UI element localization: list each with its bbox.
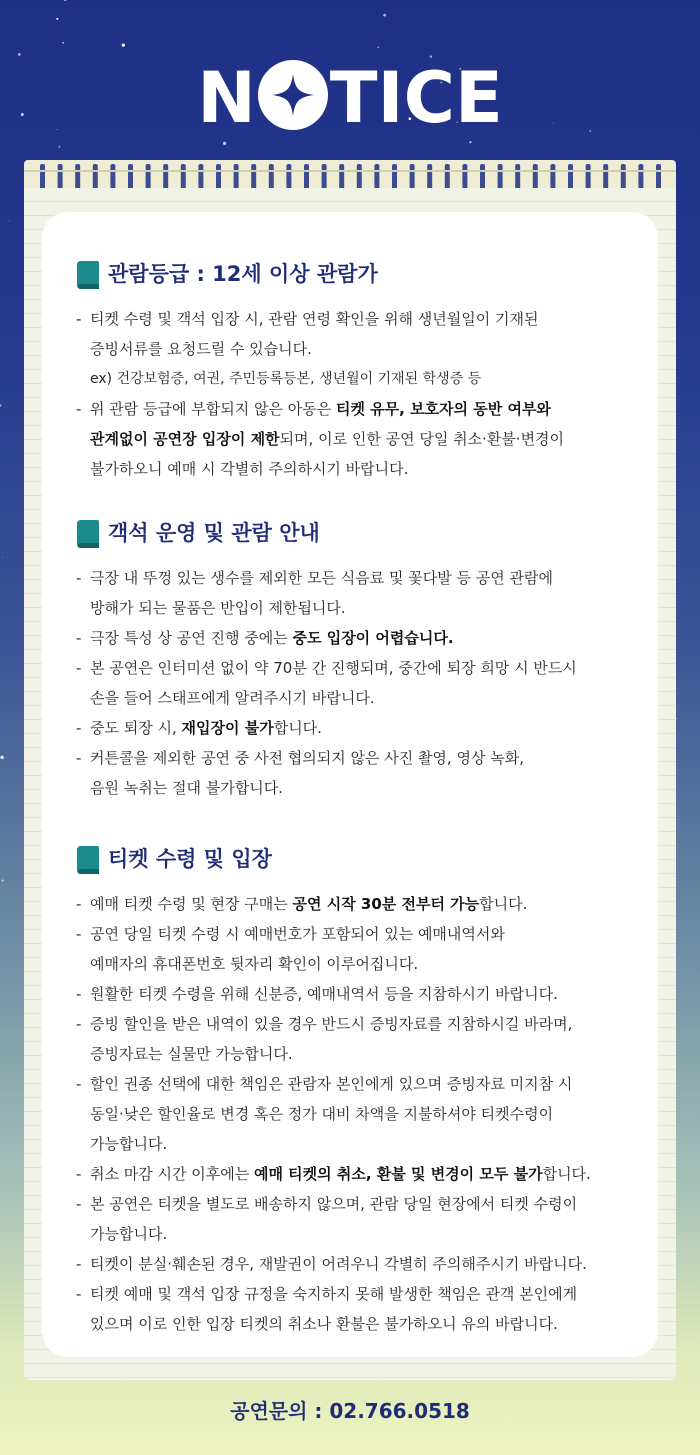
body-text: 있으며 이로 인한 입장 티켓의 취소나 환불은 불가하오니 유의 바랍니다. [90, 1315, 558, 1333]
body-text: 증빙서류를 요청드릴 수 있습니다. [90, 340, 312, 358]
list-item [76, 1009, 656, 1039]
section-header [76, 517, 656, 551]
body-text: 예매 티켓 수령 및 현장 구매는 [90, 895, 293, 913]
section-title: 객석 운영 및 관람 안내 [108, 521, 320, 545]
body-text: 위 관람 등급에 부합되지 않은 아동은 [90, 400, 336, 418]
body-text: 본 공연은 인터미션 없이 약 70분 간 진행되며, 중간에 퇴장 희망 시 반드시 [90, 659, 577, 677]
list-item [76, 593, 656, 623]
page-title: N TICE [197, 57, 503, 139]
star-icon [258, 60, 328, 130]
body-text: 중도 퇴장 시, [90, 719, 182, 737]
list-item [76, 424, 656, 454]
body-text: 가능합니다. [90, 1225, 168, 1243]
body-text: 증빙 할인을 받은 내역이 있을 경우 반드시 증빙자료를 지참하시길 바라며, [90, 1015, 573, 1033]
body-text: 티켓 예매 및 객석 입장 규정을 숙지하지 못해 발생한 책임은 관객 본인에게 [90, 1285, 578, 1303]
body-text: 극장 내 뚜껑 있는 생수를 제외한 모든 식음료 및 꽃다발 등 공연 관람에 [90, 569, 553, 587]
emphasis-text: 중도 입장이 어렵습니다. [292, 629, 454, 647]
list-item [76, 1249, 656, 1279]
list-item [76, 1129, 656, 1159]
body-text: 동일·낮은 할인율로 변경 혹은 정가 대비 차액을 지불하셔야 티켓수령이 [90, 1105, 554, 1123]
section-2 [76, 517, 656, 803]
body-text: 불가하오니 예매 시 각별히 주의하시기 바랍니다. [90, 460, 409, 478]
emphasis-text: 관계없이 공연장 입장이 제한 [90, 430, 280, 448]
body-text: 할인 권종 선택에 대한 책임은 관람자 본인에게 있으며 증빙자료 미지참 시 [90, 1075, 573, 1093]
body-text: 증빙자료는 실물만 가능합니다. [90, 1045, 293, 1063]
body-text: 티켓이 분실·훼손된 경우, 재발권이 어려우니 각별히 주의해주시기 바랍니다. [90, 1255, 587, 1273]
list-item [76, 949, 656, 979]
emphasis-text: 재입장이 불가 [181, 719, 274, 737]
list-item [76, 364, 656, 394]
body-text: 되며, 이로 인한 공연 당일 취소·환불·변경이 [279, 430, 565, 448]
body-text: 합니다. [479, 895, 528, 913]
body-text: ex) 건강보험증, 여권, 주민등록등본, 생년월이 기재된 학생증 등 [90, 371, 482, 387]
list-item [76, 919, 656, 949]
list-item [76, 1159, 656, 1189]
list-item [76, 1189, 656, 1219]
section-list [76, 563, 656, 803]
section-title: 관람등급 : 12세 이상 관람가 [108, 262, 378, 286]
book-icon [76, 260, 100, 290]
section-1 [76, 258, 656, 484]
list-item [76, 623, 656, 653]
list-item [76, 394, 656, 424]
section-header [76, 843, 656, 877]
list-item [76, 1039, 656, 1069]
book-icon [76, 519, 100, 549]
book-icon [76, 845, 100, 875]
body-text: 커튼콜을 제외한 공연 중 사전 협의되지 않은 사진 촬영, 영상 녹화, [90, 749, 524, 767]
list-item [76, 773, 656, 803]
list-item [76, 334, 656, 364]
section-3 [76, 843, 656, 1339]
list-item [76, 563, 656, 593]
emphasis-text: 티켓 유무, 보호자의 동반 여부와 [335, 400, 551, 418]
list-item [76, 454, 656, 484]
body-text: 공연 당일 티켓 수령 시 예매번호가 포함되어 있는 예매내역서와 [90, 925, 505, 943]
emphasis-text: 공연 시작 30분 전부터 가능 [292, 895, 480, 913]
body-text: 본 공연은 티켓을 별도로 배송하지 않으며, 관람 당일 현장에서 티켓 수령이 [90, 1195, 578, 1213]
section-header [76, 258, 656, 292]
body-text: 합니다. [542, 1165, 591, 1183]
contact-info: 공연문의 : 02.766.0518 [230, 1399, 470, 1423]
list-item [76, 683, 656, 713]
body-text: 취소 마감 시간 이후에는 [90, 1165, 254, 1183]
body-text: 음원 녹취는 절대 불가합니다. [90, 779, 283, 797]
body-text: 가능합니다. [90, 1135, 168, 1153]
list-item [76, 713, 656, 743]
body-text: 예매자의 휴대폰번호 뒷자리 확인이 이루어집니다. [90, 955, 419, 973]
body-text: 원활한 티켓 수령을 위해 신분증, 예매내역서 등을 지참하시기 바랍니다. [90, 985, 558, 1003]
list-item [76, 889, 656, 919]
body-text: 손을 들어 스태프에게 알려주시기 바랍니다. [90, 689, 375, 707]
body-text: 극장 특성 상 공연 진행 중에는 [90, 629, 293, 647]
list-item [76, 1309, 656, 1339]
body-text: 방해가 되는 물품은 반입이 제한됩니다. [90, 599, 346, 617]
emphasis-text: 예매 티켓의 취소, 환불 및 변경이 모두 불가 [253, 1165, 543, 1183]
section-list [76, 304, 656, 484]
section-list [76, 889, 656, 1339]
list-item [76, 743, 656, 773]
list-item [76, 1219, 656, 1249]
body-text: 합니다. [273, 719, 322, 737]
list-item [76, 653, 656, 683]
section-title: 티켓 수령 및 입장 [108, 847, 272, 871]
list-item [76, 1279, 656, 1309]
list-item [76, 304, 656, 334]
list-item [76, 1099, 656, 1129]
list-item [76, 979, 656, 1009]
list-item [76, 1069, 656, 1099]
body-text: 티켓 수령 및 객석 입장 시, 관람 연령 확인을 위해 생년월일이 기재된 [90, 310, 539, 328]
